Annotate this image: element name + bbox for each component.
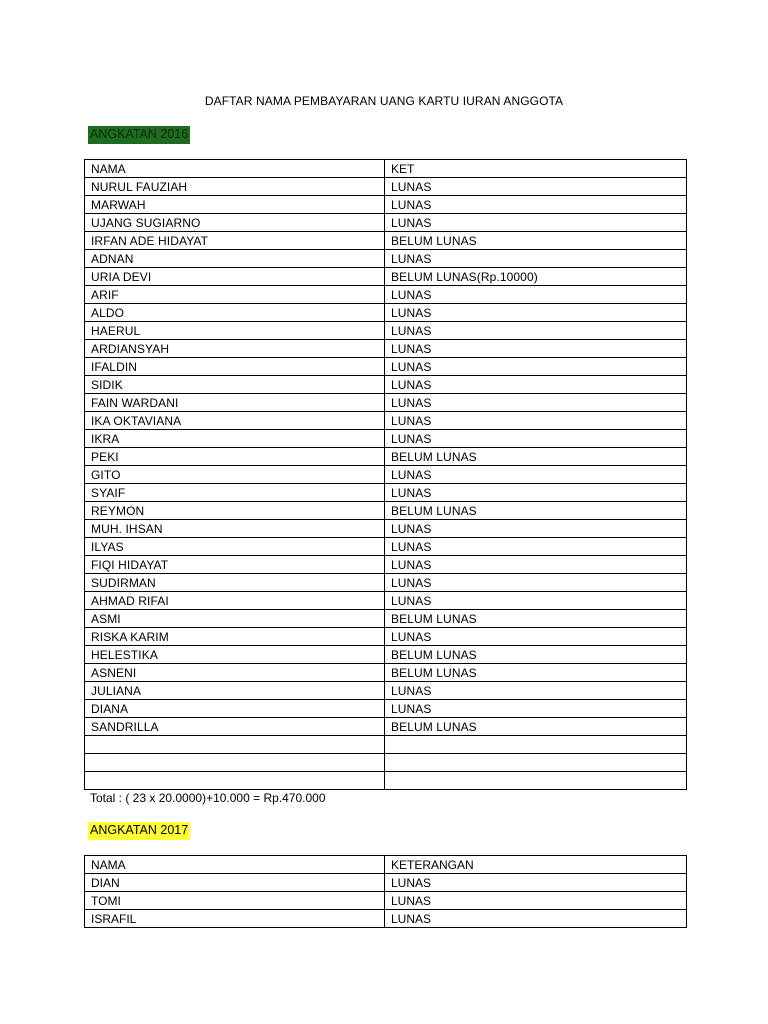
cell-ket: LUNAS <box>385 556 687 574</box>
column-header-keterangan: KETERANGAN <box>385 856 687 874</box>
cell-ket: LUNAS <box>385 682 687 700</box>
cell-ket <box>385 736 687 754</box>
table-row <box>85 892 687 910</box>
cell-ket: BELUM LUNAS(Rp.10000) <box>385 268 687 286</box>
cell-nama: HELESTIKA <box>85 646 385 664</box>
cell-ket: LUNAS <box>385 196 687 214</box>
cell-ket: BELUM LUNAS <box>385 664 687 682</box>
cell-nama: ADNAN <box>85 250 385 268</box>
payment-table-2017 <box>84 855 687 928</box>
table-row <box>85 466 687 484</box>
cell-nama: ARIF <box>85 286 385 304</box>
table-row <box>85 448 687 466</box>
cell-nama: GITO <box>85 466 385 484</box>
table-row <box>85 232 687 250</box>
cell-ket: LUNAS <box>385 304 687 322</box>
cell-nama <box>85 736 385 754</box>
cell-nama: DIAN <box>85 874 385 892</box>
table-body-2017 <box>85 874 687 928</box>
table-row <box>85 874 687 892</box>
column-header-nama: NAMA <box>85 856 385 874</box>
cell-ket: LUNAS <box>385 250 687 268</box>
cell-ket: LUNAS <box>385 874 687 892</box>
table-row <box>85 664 687 682</box>
cell-ket: LUNAS <box>385 376 687 394</box>
cell-nama: DIANA <box>85 700 385 718</box>
table-row <box>85 358 687 376</box>
table-row <box>85 250 687 268</box>
cell-ket: BELUM LUNAS <box>385 718 687 736</box>
cell-ket: LUNAS <box>385 358 687 376</box>
cell-ket: LUNAS <box>385 910 687 928</box>
cell-ket: LUNAS <box>385 700 687 718</box>
cell-ket: LUNAS <box>385 538 687 556</box>
payment-table-2016 <box>84 159 687 790</box>
table-row <box>85 910 687 928</box>
table-row <box>85 592 687 610</box>
table-row <box>85 538 687 556</box>
table-row <box>85 268 687 286</box>
table-header-row <box>85 160 687 178</box>
table-row <box>85 646 687 664</box>
cell-nama: PEKI <box>85 448 385 466</box>
table-header-row <box>85 856 687 874</box>
table-row <box>85 718 687 736</box>
table-row <box>85 700 687 718</box>
cell-nama: SUDIRMAN <box>85 574 385 592</box>
cell-nama: MARWAH <box>85 196 385 214</box>
cell-ket: BELUM LUNAS <box>385 232 687 250</box>
table-row <box>85 376 687 394</box>
cell-ket: LUNAS <box>385 394 687 412</box>
cell-ket: LUNAS <box>385 214 687 232</box>
cell-ket: LUNAS <box>385 412 687 430</box>
cell-ket: LUNAS <box>385 322 687 340</box>
table-row <box>85 628 687 646</box>
table-row <box>85 178 687 196</box>
cell-ket: LUNAS <box>385 178 687 196</box>
cell-ket: BELUM LUNAS <box>385 646 687 664</box>
table-row <box>85 286 687 304</box>
cell-ket <box>385 772 687 790</box>
cell-ket: LUNAS <box>385 592 687 610</box>
table-body-2016 <box>85 178 687 790</box>
cell-nama: IKA OKTAVIANA <box>85 412 385 430</box>
section-heading-2016: ANGKATAN 2016 <box>88 126 190 144</box>
cell-ket: LUNAS <box>385 430 687 448</box>
cell-nama: RISKA KARIM <box>85 628 385 646</box>
cell-ket <box>385 754 687 772</box>
table-row <box>85 412 687 430</box>
cell-nama: TOMI <box>85 892 385 910</box>
cell-nama: UJANG SUGIARNO <box>85 214 385 232</box>
section-heading-2017: ANGKATAN 2017 <box>88 822 190 840</box>
cell-nama: FAIN WARDANI <box>85 394 385 412</box>
table-row <box>85 214 687 232</box>
cell-nama: ISRAFIL <box>85 910 385 928</box>
cell-ket: LUNAS <box>385 574 687 592</box>
cell-ket: BELUM LUNAS <box>385 610 687 628</box>
cell-ket: LUNAS <box>385 466 687 484</box>
total-line: Total : ( 23 x 20.0000)+10.000 = Rp.470.000 <box>90 791 326 805</box>
table-row <box>85 574 687 592</box>
table-row <box>85 736 687 754</box>
cell-nama: ARDIANSYAH <box>85 340 385 358</box>
cell-nama: URIA DEVI <box>85 268 385 286</box>
table-row <box>85 754 687 772</box>
cell-nama: ASNENI <box>85 664 385 682</box>
cell-nama: FIQI HIDAYAT <box>85 556 385 574</box>
cell-nama: IRFAN ADE HIDAYAT <box>85 232 385 250</box>
cell-ket: BELUM LUNAS <box>385 502 687 520</box>
table-row <box>85 196 687 214</box>
cell-ket: LUNAS <box>385 628 687 646</box>
cell-nama: SIDIK <box>85 376 385 394</box>
table-row <box>85 520 687 538</box>
cell-nama: NURUL FAUZIAH <box>85 178 385 196</box>
cell-nama <box>85 754 385 772</box>
cell-nama: ALDO <box>85 304 385 322</box>
cell-ket: LUNAS <box>385 892 687 910</box>
cell-nama: IFALDIN <box>85 358 385 376</box>
cell-ket: BELUM LUNAS <box>385 448 687 466</box>
table-row <box>85 484 687 502</box>
cell-nama: MUH. IHSAN <box>85 520 385 538</box>
cell-nama: JULIANA <box>85 682 385 700</box>
column-header-nama: NAMA <box>85 160 385 178</box>
cell-nama: ILYAS <box>85 538 385 556</box>
table-row <box>85 322 687 340</box>
table-row <box>85 430 687 448</box>
table-row <box>85 394 687 412</box>
table-row <box>85 304 687 322</box>
cell-nama: IKRA <box>85 430 385 448</box>
table-row <box>85 502 687 520</box>
cell-nama: REYMON <box>85 502 385 520</box>
cell-nama: AHMAD RIFAI <box>85 592 385 610</box>
document-title: DAFTAR NAMA PEMBAYARAN UANG KARTU IURAN ANGGOTA <box>204 94 564 108</box>
cell-ket: LUNAS <box>385 340 687 358</box>
cell-nama <box>85 772 385 790</box>
cell-nama: HAERUL <box>85 322 385 340</box>
table-row <box>85 556 687 574</box>
column-header-ket: KET <box>385 160 687 178</box>
cell-nama: SYAIF <box>85 484 385 502</box>
table-row <box>85 682 687 700</box>
table-row <box>85 340 687 358</box>
table-row <box>85 772 687 790</box>
cell-ket: LUNAS <box>385 484 687 502</box>
cell-ket: LUNAS <box>385 520 687 538</box>
cell-nama: SANDRILLA <box>85 718 385 736</box>
table-row <box>85 610 687 628</box>
cell-nama: ASMI <box>85 610 385 628</box>
cell-ket: LUNAS <box>385 286 687 304</box>
